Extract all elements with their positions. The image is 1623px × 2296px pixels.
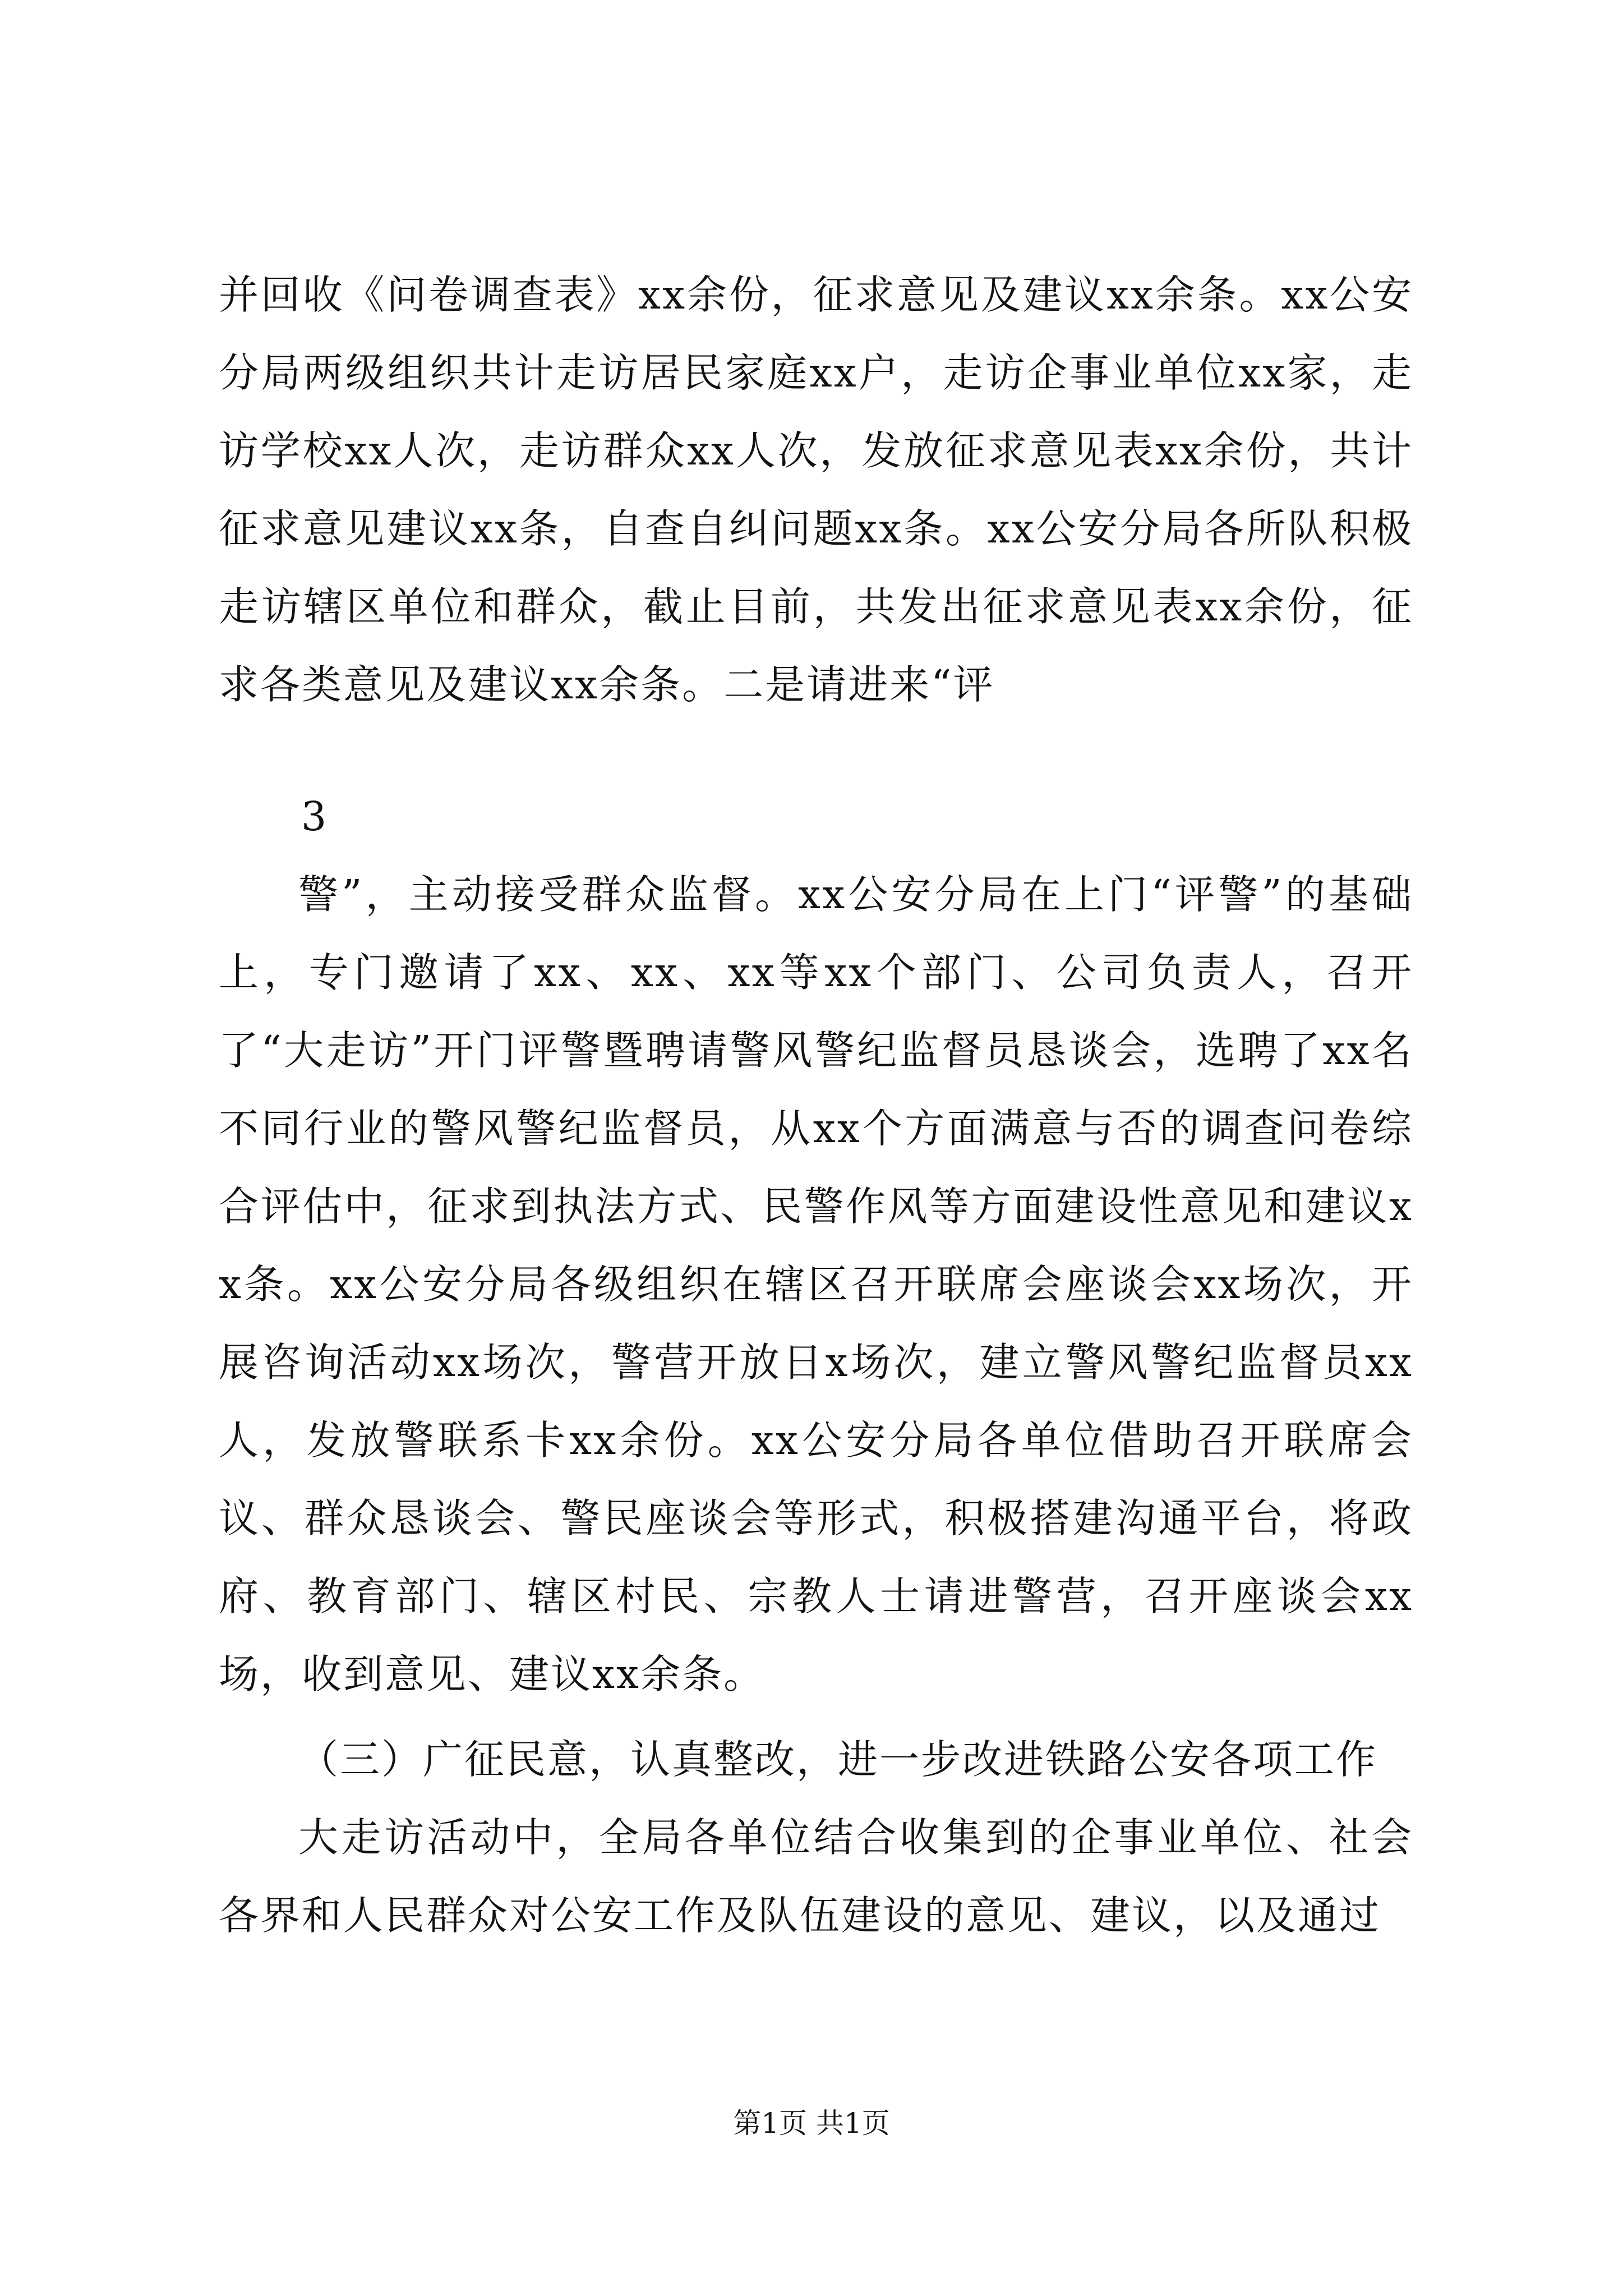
paragraph-rectification: 大走访活动中，全局各单位结合收集到的企事业单位、社会各界和人民群众对公安工作及队伍建设的意见、建议，以及通过 [219,1814,1413,1939]
inline-page-number: 3 [301,793,327,840]
paragraph-continuation: 并回收《问卷调查表》xx余份，征求意见及建议xx余条。xx公安分局两级组织共计走访居民家庭xx户，走访企事业单位xx家，走访学校xx人次，走访群众xx人次，发放征求意见表xx余份，共计征求意见建议xx条，自查自纠问题xx条。xx公安分局各所队积极走访辖区单位和群众，截止目前，共发出征求意见表xx余份，征求各类意见及建议xx余条。二是请进来“评 [219,272,1413,708]
paragraph-evaluation: 警”，主动接受群众监督。xx公安分局在上门“评警”的基础上，专门邀请了xx、xx、xx等xx个部门、公司负责人，召开了“大走访”开门评警暨聘请警风警纪监督员恳谈会，选聘了xx名不同行业的警风警纪监督员，从xx个方面满意与否的调查问卷综合评估中，征求到执法方式、民警作风等方面建设性意见和建议xx条。xx公安分局各级组织在辖区召开联席会座谈会xx场次，开展咨询活动xx场次，警营开放日x场次，建立警风警纪监督员xx人，发放警联系卡xx余份。xx公安分局各单位借助召开联席会议、群众恳谈会、警民座谈会等形式，积极搭建沟通平台，将政府、教育部门、辖区村民、宗教人士请进警营，召开座谈会xx场，收到意见、建议xx余条。 [219,871,1413,1697]
page-footer: 第1页 共1页 [733,2107,890,2139]
section-heading: （三）广征民意，认真整改，进一步改进铁路公安各项工作 [298,1736,1378,1783]
